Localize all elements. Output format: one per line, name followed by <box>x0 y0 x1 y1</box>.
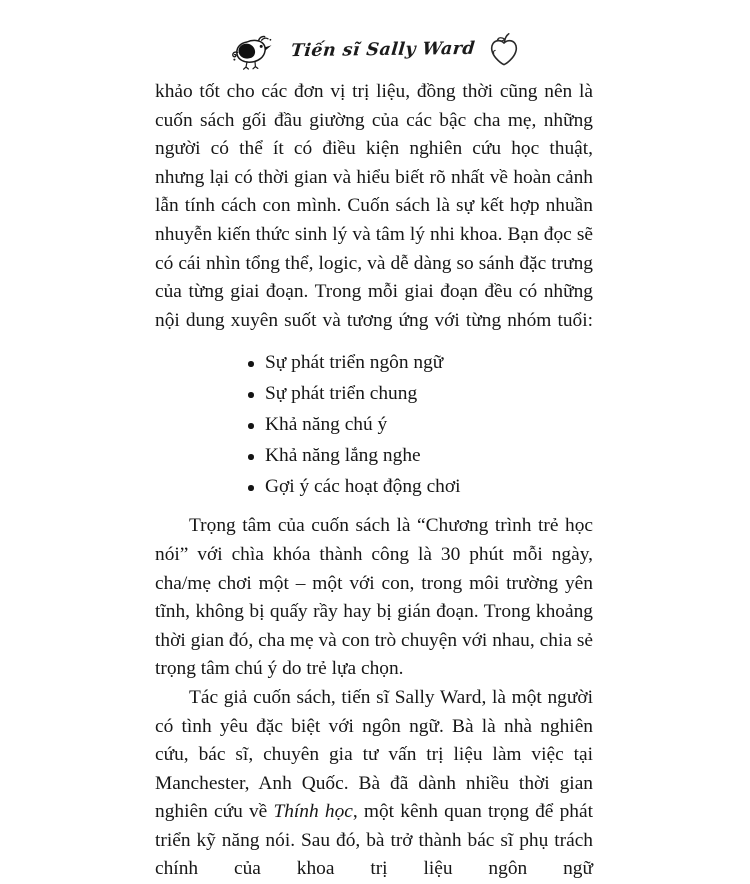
paragraph-3-text-after-title: , một kênh quan trọng để phát triển kỹ năng nói. Sau đó, bà trở thành bác sĩ phụ trách chính của khoa trị liệu ngôn ngữ <box>155 801 593 880</box>
header-title: Tiến sĩ Sally Ward <box>290 38 476 62</box>
bird-icon <box>231 30 277 70</box>
work-title-thinh-hoc: Thính học <box>273 801 353 823</box>
list-item-label: Sự phát triển ngôn ngữ <box>265 352 444 374</box>
paragraph-2: Trọng tâm của cuốn sách là “Chương trình trẻ học nói” với chìa khóa thành công là 30 phút mỗi ngày, cha/mẹ chơi một – một với con, trong môi trường yên tĩnh, không bị quấy rầy hay bị gián đoạn. Trong khoảng thời gian đó, cha mẹ và con trò chuyện với nhau, chia sẻ trọng tâm chú ý do trẻ lựa chọn. <box>155 515 593 680</box>
list-item-label: Khả năng lắng nghe <box>265 445 421 467</box>
list-item <box>155 409 593 440</box>
text-column <box>155 78 593 884</box>
running-header <box>0 24 750 76</box>
list-item <box>155 440 593 471</box>
list-item-label: Sự phát triển chung <box>265 383 418 405</box>
paragraph-3-text-before-title: Tác giả cuốn sách, tiến sĩ Sally Ward, là một người có tình yêu đặc biệt với ngôn ngữ. Bà là nhà nghiên cứu, bác sĩ, chuyên gia tư vấn trị liệu làm việc tại Manchester, Anh Quốc. Bà đã dành nhiều thời gian nghiên cứu về <box>155 686 593 823</box>
list-item <box>155 378 593 409</box>
list-item <box>155 471 593 502</box>
list-item <box>155 347 593 378</box>
list-item-label: Gợi ý các hoạt động chơi <box>265 476 461 498</box>
paragraph-1: khảo tốt cho các đơn vị trị liệu, đồng thời cũng nên là cuốn sách gối đầu giường của các bậc cha mẹ, những người có thể ít có điều kiện nghiên cứu học thuật, nhưng lại có thời gian và hiểu biết rõ nhất về hoàn cảnh lẫn tính cách con mình. Cuốn sách là sự kết hợp nhuần nhuyễn kiến thức sinh lý và tâm lý nhi khoa. Bạn đọc sẽ có cái nhìn tổng thể, logic, và dễ dàng so sánh đặc trưng của từng giai đoạn. Trong mỗi giai đoạn đều có những nội dung xuyên suốt và tương ứng với từng nhóm tuổi: <box>155 81 593 331</box>
apple-icon <box>489 30 519 70</box>
paragraph-3 <box>155 684 593 884</box>
feature-list <box>155 347 593 502</box>
list-item-label: Khả năng chú ý <box>265 414 388 436</box>
